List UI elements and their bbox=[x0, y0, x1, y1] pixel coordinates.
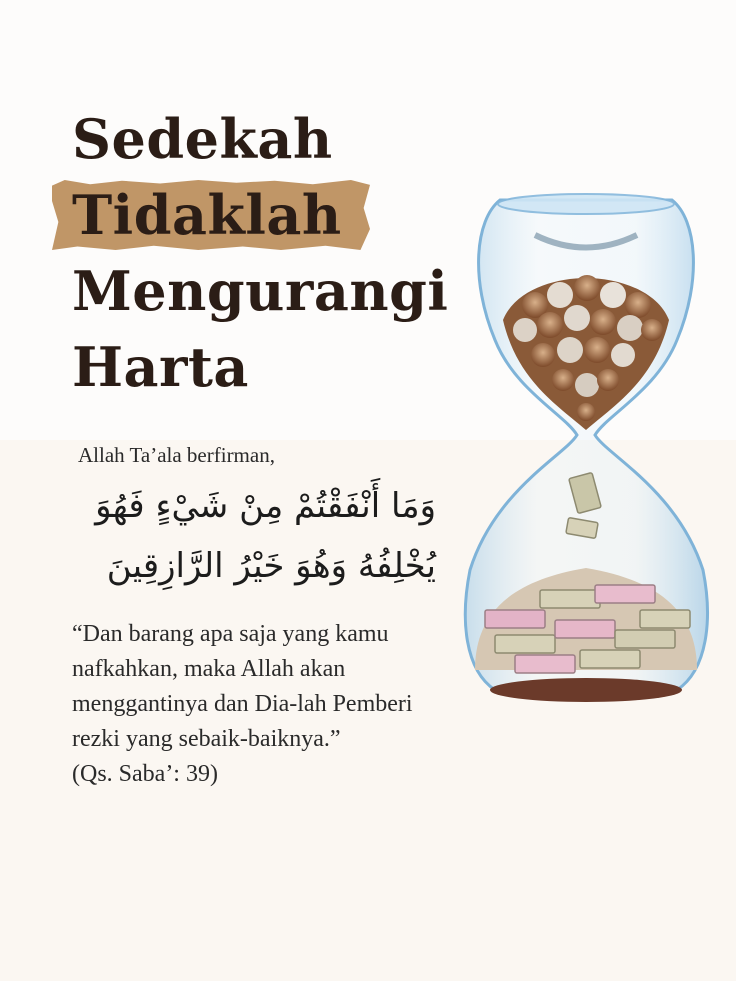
translation-line-1: “Dan barang apa saja yang kamu bbox=[72, 621, 389, 647]
verse-reference: (Qs. Saba’: 39) bbox=[72, 761, 218, 787]
translation-line-4: rezki yang sebaik-baiknya.” bbox=[72, 726, 341, 752]
arabic-verse-line-2: يُخْلِفُهُ وَهُوَ خَيْرُ الرَّازِقِينَ bbox=[106, 546, 436, 586]
title-line-1: Sedekah bbox=[72, 107, 333, 171]
coins-pile-icon bbox=[503, 275, 669, 430]
title-line-2: Tidaklah bbox=[72, 183, 342, 247]
intro-text: Allah Ta’ala berfirman, bbox=[78, 443, 275, 467]
title-line-3: Mengurangi bbox=[72, 259, 449, 323]
translation-line-3: menggantinya dan Dia-lah Pemberi bbox=[72, 691, 413, 717]
arabic-verse-line-1: وَمَا أَنْفَقْتُمْ مِنْ شَيْءٍ فَهُوَ bbox=[95, 486, 436, 526]
hourglass-money-illustration bbox=[455, 190, 717, 710]
translation-line-2: nafkahkan, maka Allah akan bbox=[72, 656, 346, 682]
translation-block bbox=[72, 617, 462, 792]
title-line-4: Harta bbox=[72, 335, 249, 399]
